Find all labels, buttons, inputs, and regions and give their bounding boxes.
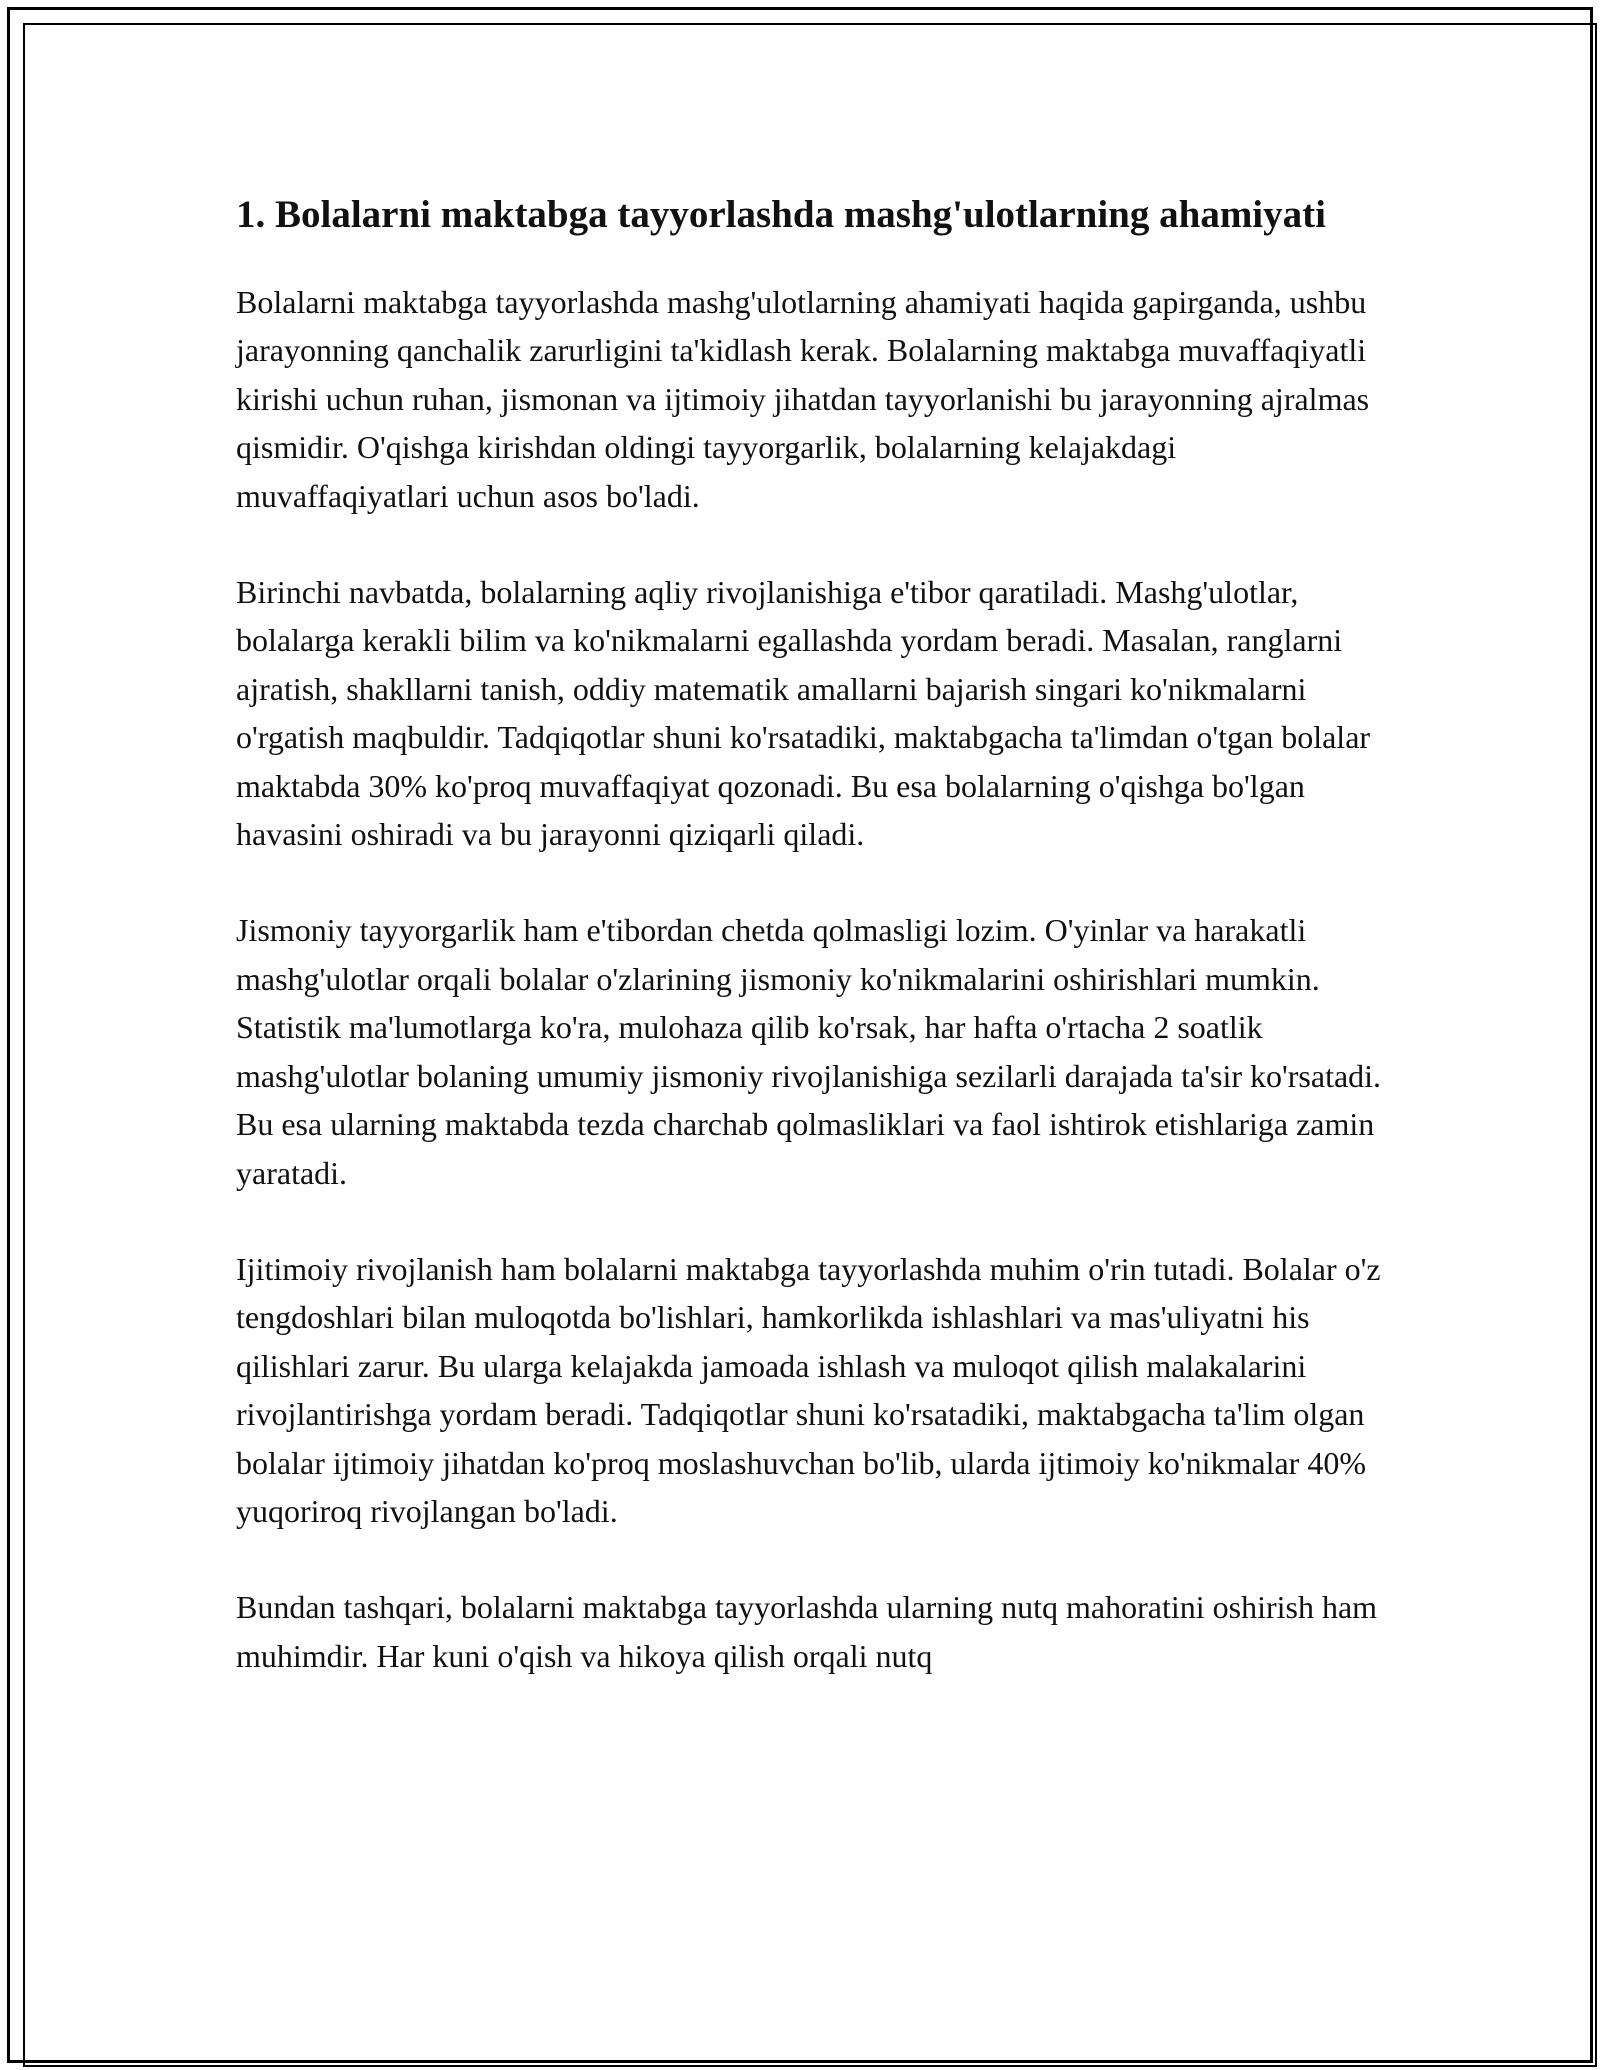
paragraph-introduction: Bolalarni maktabga tayyorlashda mashg'ulotlarning ahamiyati haqida gapirganda, ushbu jarayonning qanchalik zarurligini ta'kidlash kerak. Bolalarning maktabga muvaffaqiyatli kirishi uchun ruhan, jismonan va ijtimoiy jihatdan tayyorlanishi bu jarayonning ajralmas qismidir. O'qishga kirishdan oldingi tayyorgarlik, bolalarning kelajakdagi muvaffaqiyatlari uchun asos bo'ladi. (236, 284, 1370, 514)
paragraph-mental-development: Birinchi navbatda, bolalarning aqliy rivojlanishiga e'tibor qaratiladi. Mashg'ulotlar, bolalarga kerakli bilim va ko'nikmalarni egallashda yordam beradi. Masalan, ranglarni ajratish, shakllarni tanish, oddiy matematik amallarni bajarish singari ko'nikmalarni o'rgatish maqbuldir. Tadqiqotlar shuni ko'rsatadiki, maktabgacha ta'limdan o'tgan bolalar maktabda 30% ko'proq muvaffaqiyat qozonadi. Bu esa bolalarning o'qishga bo'lgan havasini oshiradi va bu jarayonni qiziqarli qiladi. (236, 574, 1371, 853)
paragraph-social-development: Ijitimoiy rivojlanish ham bolalarni maktabga tayyorlashda muhim o'rin tutadi. Bolalar o'z tengdoshlari bilan muloqotda bo'lishlari, hamkorlikda ishlashlari va mas'uliyatni his qilishlari zarur. Bu ularga kelajakda jamoada ishlash va muloqot qilish malakalarini rivojlantirishga yordam beradi. Tadqiqotlar shuni ko'rsatadiki, maktabgacha ta'lim olgan bolalar ijtimoiy jihatdan ko'proq moslashuvchan bo'lib, ularda ijtimoiy ko'nikmalar 40% yuqoriroq rivojlangan bo'ladi. (236, 1250, 1381, 1529)
paragraph-speech-skills: Bundan tashqari, bolalarni maktabga tayyorlashda ularning nutq mahoratini oshirish ham muhimdir. Har kuni o'qish va hikoya qilish orqali nutq (236, 1589, 1378, 1674)
paragraph-physical-preparation: Jismoniy tayyorgarlik ham e'tibordan chetda qolmasligi lozim. O'yinlar va harakatli mashg'ulotlar orqali bolalar o'zlarining jismoniy ko'nikmalarini oshirishlari mumkin. Statistik ma'lumotlarga ko'ra, mulohaza qilib ko'rsak, har hafta o'rtacha 2 soatlik mashg'ulotlar bolaning umumiy jismoniy rivojlanishiga sezilarli darajada ta'sir ko'rsatadi. Bu esa ularning maktabda tezda charchab qolmasliklari va faol ishtirok etishlariga zamin yaratadi. (236, 912, 1382, 1191)
section-heading: 1. Bolalarni maktabga tayyorlashda mashg'ulotlarning ahamiyati (236, 193, 1326, 236)
document-body (236, 187, 1386, 1728)
